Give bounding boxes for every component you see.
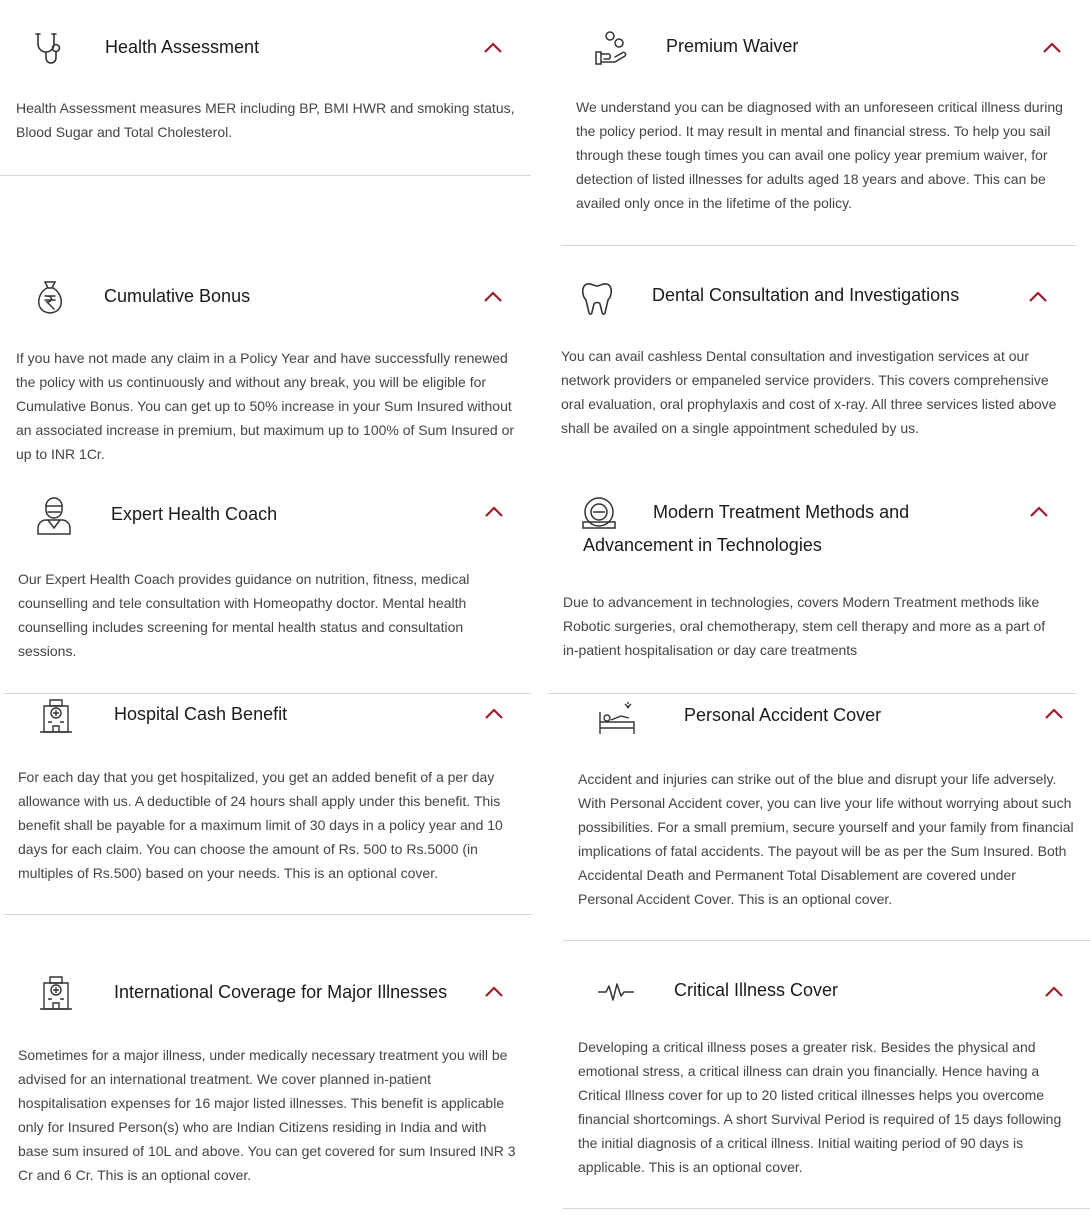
divider: [4, 693, 531, 694]
collapse-chevron-up-icon[interactable]: [482, 40, 504, 56]
divider: [548, 693, 1076, 694]
collapse-chevron-up-icon[interactable]: [1043, 984, 1065, 1000]
collapse-chevron-up-icon[interactable]: [483, 706, 505, 722]
collapse-chevron-up-icon[interactable]: [1043, 706, 1065, 722]
benefit-description: If you have not made any claim in a Policy Year and have successfully renewed the policy with us continuously and without any break, you will be eligible for Cumulative Bonus. You can get up to 50% increase in your Sum Insured without an associated increase in premium, but maximum up to 100% of Sum Insured or up to INR 1Cr.: [16, 350, 515, 462]
benefit-title-continued: Advancement in Technologies: [583, 535, 822, 555]
doctor-icon: [34, 496, 74, 536]
benefit-title: Hospital Cash Benefit: [114, 704, 288, 724]
stethoscope-icon: [30, 28, 70, 68]
collapse-chevron-up-icon[interactable]: [1041, 40, 1063, 56]
premium-waiver-hand-icon: [592, 28, 632, 68]
benefit-title: Dental Consultation and Investigations: [652, 285, 960, 305]
benefit-description: Our Expert Health Coach provides guidance on nutrition, fitness, medical counselling and tele consultation with Homeopathy doctor. Mental health counselling includes screening for mental health status and consultation sessions.: [18, 571, 470, 659]
mri-scanner-icon: [579, 494, 619, 534]
divider: [563, 1208, 1090, 1209]
collapse-chevron-up-icon[interactable]: [1027, 289, 1049, 305]
divider: [4, 914, 532, 915]
rupee-money-bag-icon: [30, 278, 70, 318]
hospital-bed-icon: [597, 698, 637, 738]
benefit-title: Critical Illness Cover: [674, 980, 839, 1000]
benefit-description: Sometimes for a major illness, under medically necessary treatment you will be advised for an international treatment. We cover planned in-patient hospitalisation expenses for 16 major listed illnesses. This benefit is applicable only for Insured Person(s) who are Indian Citizens residing in India and with base sum insured of 10L and above. You can get covered for sum Insured INR 3 Cr and 6 Cr. This is an optional cover.: [18, 1047, 516, 1183]
benefit-description: We understand you can be diagnosed with an unforeseen critical illness during the policy period. It may result in mental and financial stress. To help you sail through these tough times you can avail one policy year premium waiver, for detection of listed illnesses for adults aged 18 years and above. This can be availed only once in the lifetime of the policy.: [576, 99, 1063, 211]
hospital-building-icon: [36, 973, 76, 1013]
heartbeat-icon: [596, 972, 636, 1012]
collapse-chevron-up-icon[interactable]: [482, 289, 504, 305]
benefit-title: Cumulative Bonus: [104, 286, 251, 306]
collapse-chevron-up-icon[interactable]: [1028, 504, 1050, 520]
benefit-description: You can avail cashless Dental consultation and investigation services at our network providers or empaneled service providers. This covers comprehensive oral evaluation, oral prophylaxis and cost of x-ray. All three services listed above shall be availed on a single appointment scheduled by us.: [561, 348, 1057, 436]
benefit-title: Health Assessment: [105, 37, 260, 57]
divider: [0, 175, 531, 176]
benefit-description: Health Assessment measures MER including BP, BMI HWR and smoking status, Blood Sugar and Total Cholesterol.: [16, 100, 515, 140]
divider: [561, 245, 1076, 246]
benefit-title: Personal Accident Cover: [684, 705, 882, 725]
benefit-description: Developing a critical illness poses a greater risk. Besides the physical and emotional stress, a critical illness can drain you financially. Hence having a Critical Illness cover for up to 20 listed critical illnesses helps you overcome financial shortcomings. A short Survival Period is required of 15 days following the initial diagnosis of a critical illness. Initial waiting period of 90 days is applicable. This is an optional cover.: [578, 1039, 1062, 1175]
collapse-chevron-up-icon[interactable]: [483, 504, 505, 520]
benefit-description: Due to advancement in technologies, covers Modern Treatment methods like Robotic surgeries, oral chemotherapy, stem cell therapy and more as a part of in-patient hospitalisation or day care treatments: [563, 594, 1046, 658]
benefit-title: International Coverage for Major Illnesses: [114, 982, 448, 1002]
benefit-title: Modern Treatment Methods and: [653, 502, 910, 522]
benefit-description: Accident and injuries can strike out of the blue and disrupt your life adversely. With Personal Accident cover, you can live your life without worrying about such possibilities. For a small premium, secure yourself and your family from financial implications of fatal accidents. The payout will be as per the Sum Insured. Both Accidental Death and Permanent Total Disablement are covered under Personal Accident Cover. This is an optional cover.: [578, 771, 1074, 907]
benefit-title: Expert Health Coach: [111, 504, 278, 524]
benefit-title: Premium Waiver: [666, 36, 799, 56]
benefit-description: For each day that you get hospitalized, you get an added benefit of a per day allowance with us. A deductible of 24 hours shall apply under this benefit. This benefit shall be payable for a maximum limit of 30 days in a policy year and 10 days for each claim. You can choose the amount of Rs. 500 to Rs.5000 (in multiples of Rs.500) based on your needs. This is an optional cover.: [18, 769, 503, 881]
divider: [563, 940, 1090, 941]
collapse-chevron-up-icon[interactable]: [483, 984, 505, 1000]
hospital-building-icon: [36, 696, 76, 736]
tooth-icon: [577, 278, 617, 318]
